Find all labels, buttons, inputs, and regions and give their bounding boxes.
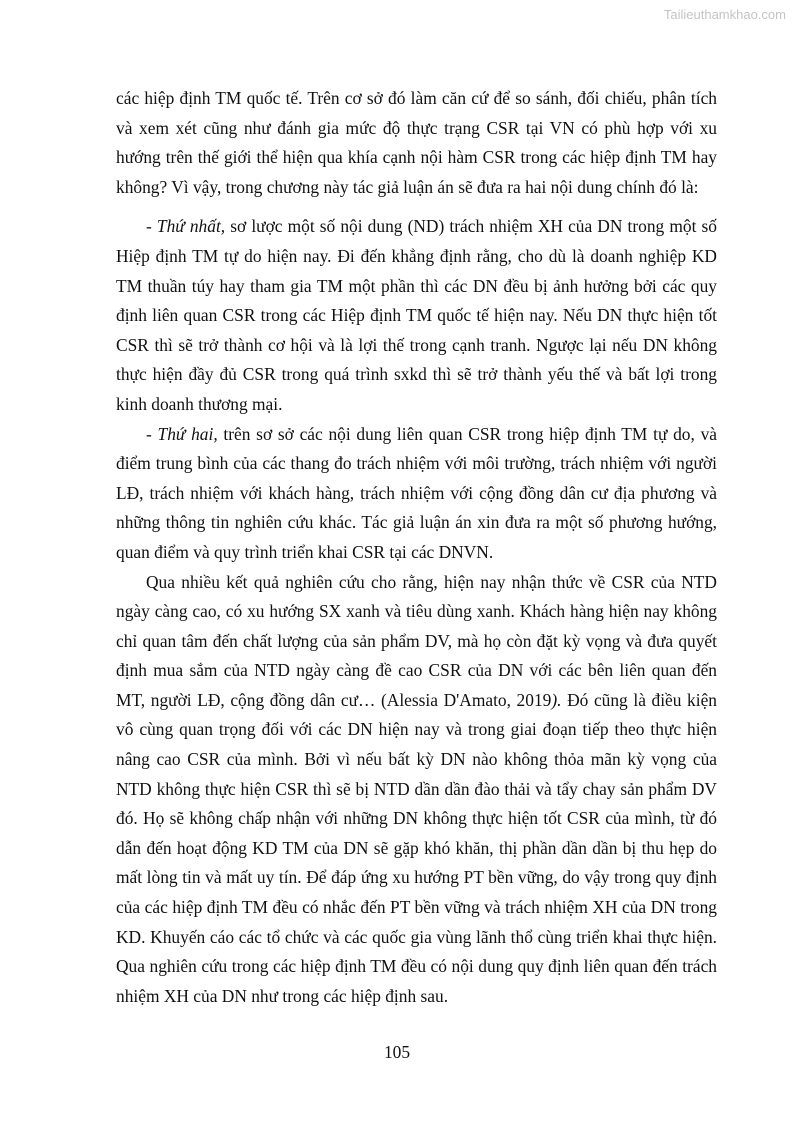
research-citation-close: ). xyxy=(551,689,562,710)
first-point-lead: - Thứ nhất, xyxy=(146,216,226,237)
first-point-text: sơ lược một số nội dung (ND) trách nhiệm XH của DN trong một số Hiệp định TM tự do hiện nay. Đi đến khẳng định rằng, cho dù là doanh nghiệp KD TM thuần túy hay tham gia TM một phần thì các DN đều bị ảnh hưởng bởi các quy định liên quan CSR trong các Hiệp định TM quốc tế hiện nay. Nếu DN thực hiện tốt CSR thì sẽ trở thành cơ hội và là lợi thế trong cạnh tranh. Ngược lại nếu DN không thực hiện đầy đủ CSR trong quá trình sxkd thì sẽ trở thành yếu thế và bất lợi trong kinh doanh thương mại. xyxy=(116,216,717,414)
paragraph-intro: các hiệp định TM quốc tế. Trên cơ sở đó làm căn cứ để so sánh, đối chiếu, phân tích và xem xét cũng như đánh gia mức độ thực trạng CSR tại VN có phù hợp với xu hướng trên thế giới thể hiện qua khía cạnh nội hàm CSR trong các hiệp định TM hay không? Vì vậy, trong chương này tác giả luận án sẽ đưa ra hai nội dung chính đó là: xyxy=(116,88,717,197)
paragraph-first-point xyxy=(116,212,717,419)
page-number: 105 xyxy=(383,1042,411,1062)
paragraph-research xyxy=(116,568,717,1012)
research-text-continued: Đó cũng là điều kiện vô cùng quan trọng đối với các DN hiện nay và trong giai đoạn tiếp theo thực hiện nâng cao CSR của mình. Bởi vì nếu bất kỳ DN nào không thỏa mãn kỳ vọng của NTD không thực hiện CSR thì sẽ bị NTD dần dần đào thải và tẩy chay sản phẩm DV đó. Họ sẽ không chấp nhận với những DN không thực hiện tốt CSR của mình, từ đó dẫn đến hoạt động KD TM của DN sẽ gặp khó khăn, thị phần dần dần bị thu hẹp do mất lòng tin và mất uy tín. Để đáp ứng xu hướng PT bền vững, do vậy trong quy định của các hiệp định TM đều có nhắc đến PT bền vững và trách nhiệm XH của DN trong KD. Khuyến cáo các tổ chức và các quốc gia vùng lãnh thổ cùng triển khai thực hiện. Qua nghiên cứu trong các hiệp định TM đều có nội dung quy định liên quan đến trách nhiệm XH của DN như trong các hiệp định sau. xyxy=(116,689,718,1006)
body-text xyxy=(116,84,717,1011)
second-point-lead: - Thứ hai, xyxy=(146,423,218,444)
second-point-text: trên sơ sở các nội dung liên quan CSR trong hiệp định TM tự do, và điểm trung bình của các thang đo trách nhiệm với môi trường, trách nhiệm với người LĐ, trách nhiệm với khách hàng, trách nhiệm với cộng đồng dân cư địa phương và những thông tin nghiên cứu khác. Tác giả luận án xin đưa ra một số phương hướng, quan điểm và quy trình triển khai CSR tại các DNVN. xyxy=(116,423,717,562)
paragraph-second-point xyxy=(116,420,717,568)
watermark: Tailieuthamkhao.com xyxy=(663,7,786,22)
research-text: Qua nhiều kết quả nghiên cứu cho rằng, hiện nay nhận thức về CSR của NTD ngày càng cao, có xu hướng SX xanh và tiêu dùng xanh. Khách hàng hiện nay không chỉ quan tâm đến chất lượng của sản phẩm DV, mà họ còn đặt kỳ vọng và đưa quyết định mua sắm của NTD ngày càng đề cao CSR của DN với các bên liên quan đến MT, người LĐ, cộng đồng dân cư… (Alessia D'Amato, 2019 xyxy=(116,571,717,710)
